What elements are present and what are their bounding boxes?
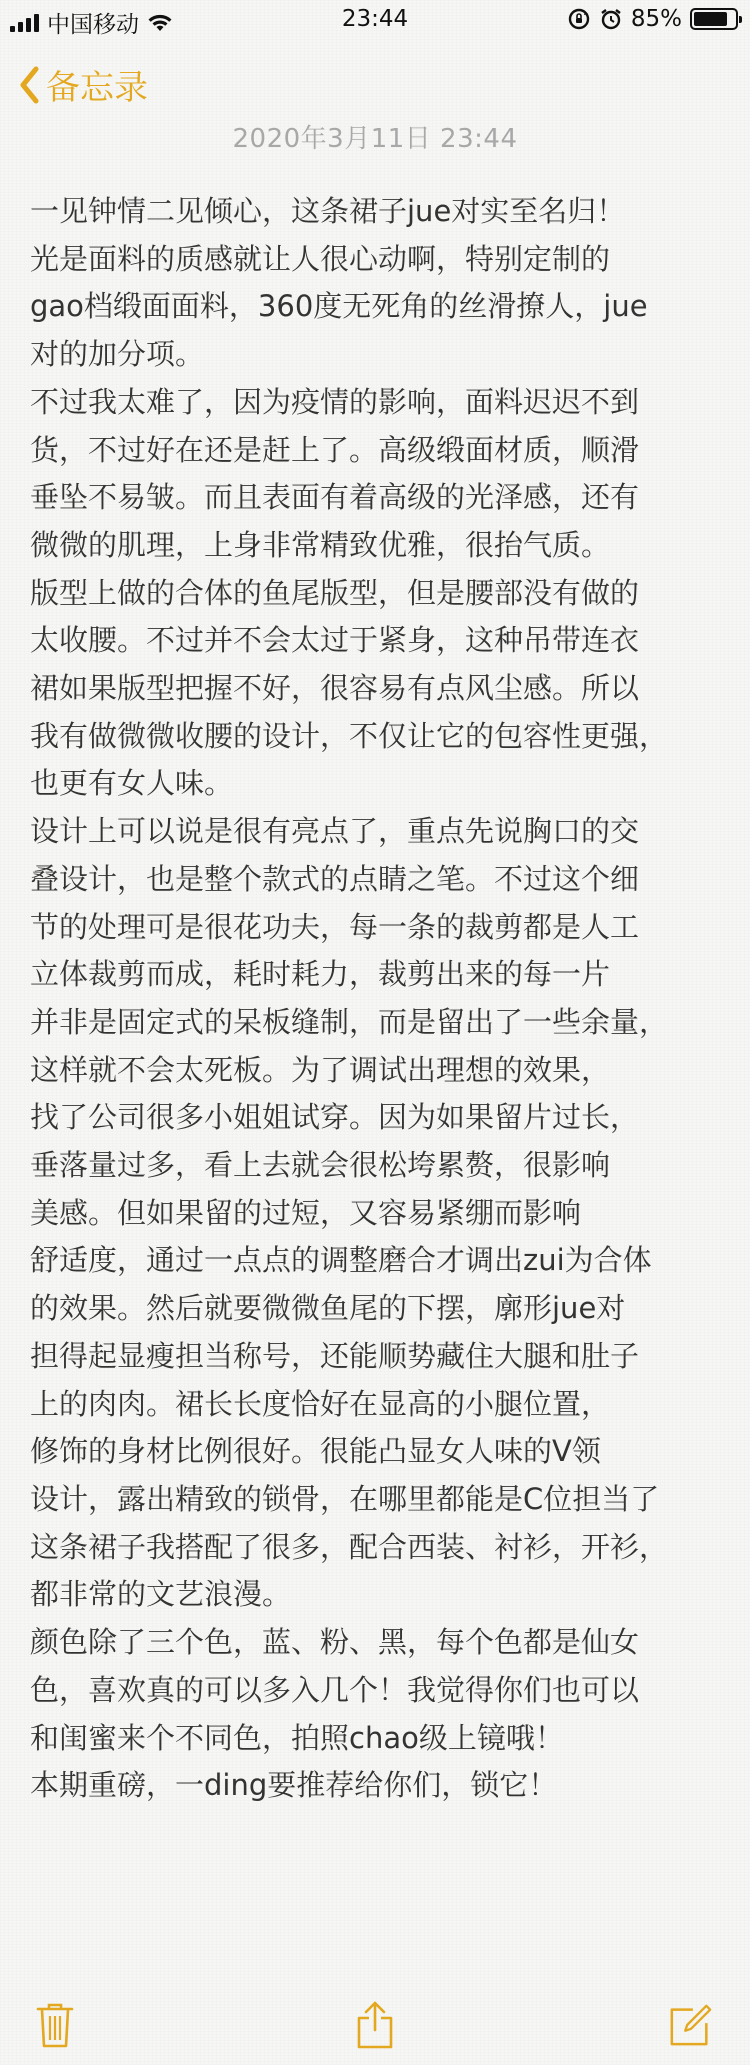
back-button-label: 备忘录 <box>46 68 148 108</box>
delete-button[interactable] <box>32 1999 78 2051</box>
note-line: 光是面料的质感就让人很心动啊，特别定制的 <box>30 241 611 276</box>
status-bar <box>0 0 750 40</box>
note-line: 叠设计，也是整个款式的点睛之笔。不过这个细 <box>30 861 640 896</box>
note-body[interactable] <box>30 188 738 1810</box>
note-line: 色，喜欢真的可以多入几个！我觉得你们也可以 <box>30 1672 640 1707</box>
note-line: 并非是固定式的呆板缝制，而是留出了一些余量， <box>30 1004 669 1039</box>
note-line: 担得起显瘦担当称号，还能顺势藏住大腿和肚子 <box>30 1338 640 1373</box>
note-line: 一见钟情二见倾心，这条裙子jue对实至名归！ <box>30 194 626 228</box>
note-line: 太收腰。不过并不会太过于紧身，这种吊带连衣 <box>30 623 640 658</box>
share-icon <box>355 2000 395 2050</box>
compose-icon <box>668 2001 714 2049</box>
note-line: 颜色除了三个色，蓝、粉、黑，每个色都是仙女 <box>30 1625 640 1660</box>
alarm-icon <box>599 7 623 31</box>
note-line: 和闺蜜来个不同色，拍照chao级上镜哦！ <box>30 1720 564 1755</box>
note-line: 货，不过好在还是赶上了。高级缎面材质，顺滑 <box>30 432 640 467</box>
back-button[interactable] <box>18 60 148 109</box>
note-line: 版型上做的合体的鱼尾版型，但是腰部没有做的 <box>30 575 640 610</box>
note-line: 垂落量过多，看上去就会很松垮累赘，很影响 <box>30 1148 611 1183</box>
share-button[interactable] <box>352 1999 398 2051</box>
chevron-left-icon <box>18 65 40 105</box>
orientation-lock-icon <box>567 7 591 31</box>
status-time: 23:44 <box>341 6 409 32</box>
battery-percent: 85% <box>630 6 682 32</box>
note-line: 修饰的身材比例很好。很能凸显女人味的V领 <box>30 1434 601 1469</box>
note-line: 美感。但如果留的过短，又容易紧绷而影响 <box>30 1195 582 1230</box>
note-line: 的效果。然后就要微微鱼尾的下摆，廓形jue对 <box>30 1291 626 1326</box>
carrier-label: 中国移动 <box>47 12 139 38</box>
status-bar-right <box>567 6 738 32</box>
note-line: 微微的肌理，上身非常精致优雅，很抬气质。 <box>30 527 611 562</box>
note-line: 这条裙子我搭配了很多，配合西装、衬衫，开衫， <box>30 1529 669 1564</box>
note-line: 立体裁剪而成，耗时耗力，裁剪出来的每一片 <box>30 957 611 992</box>
note-line: 都非常的文艺浪漫。 <box>30 1577 292 1612</box>
note-line: 找了公司很多小姐姐试穿。因为如果留片过长， <box>30 1100 640 1135</box>
note-line: 舒适度，通过一点点的调整磨合才调出zui为合体 <box>30 1243 652 1278</box>
note-line: 本期重磅，一ding要推荐给你们，锁它！ <box>30 1768 558 1803</box>
note-line: 也更有女人味。 <box>30 766 234 801</box>
note-line: 设计，露出精致的锁骨，在哪里都能是C位担当了 <box>30 1481 660 1516</box>
note-line: 裙如果版型把握不好，很容易有点风尘感。所以 <box>30 671 640 706</box>
note-line: 垂坠不易皱。而且表面有着高级的光泽感，还有 <box>30 480 640 515</box>
note-line: 我有做微微收腰的设计，不仅让它的包容性更强， <box>30 718 669 753</box>
trash-icon <box>35 2001 75 2049</box>
compose-button[interactable] <box>668 1999 714 2051</box>
note-line: 上的肉肉。裙长长度恰好在显高的小腿位置， <box>30 1386 611 1421</box>
note-line: gao档缎面面料，360度无死角的丝滑撩人，jue <box>30 289 648 324</box>
note-line: 这样就不会太死板。为了调试出理想的效果， <box>30 1052 611 1087</box>
note-line: 对的加分项。 <box>30 337 205 372</box>
note-line: 节的处理可是很花功夫，每一条的裁剪都是人工 <box>30 909 640 944</box>
note-line: 设计上可以说是很有亮点了，重点先说胸口的交 <box>30 814 640 849</box>
note-line: 不过我太难了，因为疫情的影响，面料迟迟不到 <box>30 384 640 419</box>
note-date: 2020年3月11日 23:44 <box>232 124 518 154</box>
battery-icon <box>690 8 738 30</box>
battery-level <box>694 12 727 26</box>
